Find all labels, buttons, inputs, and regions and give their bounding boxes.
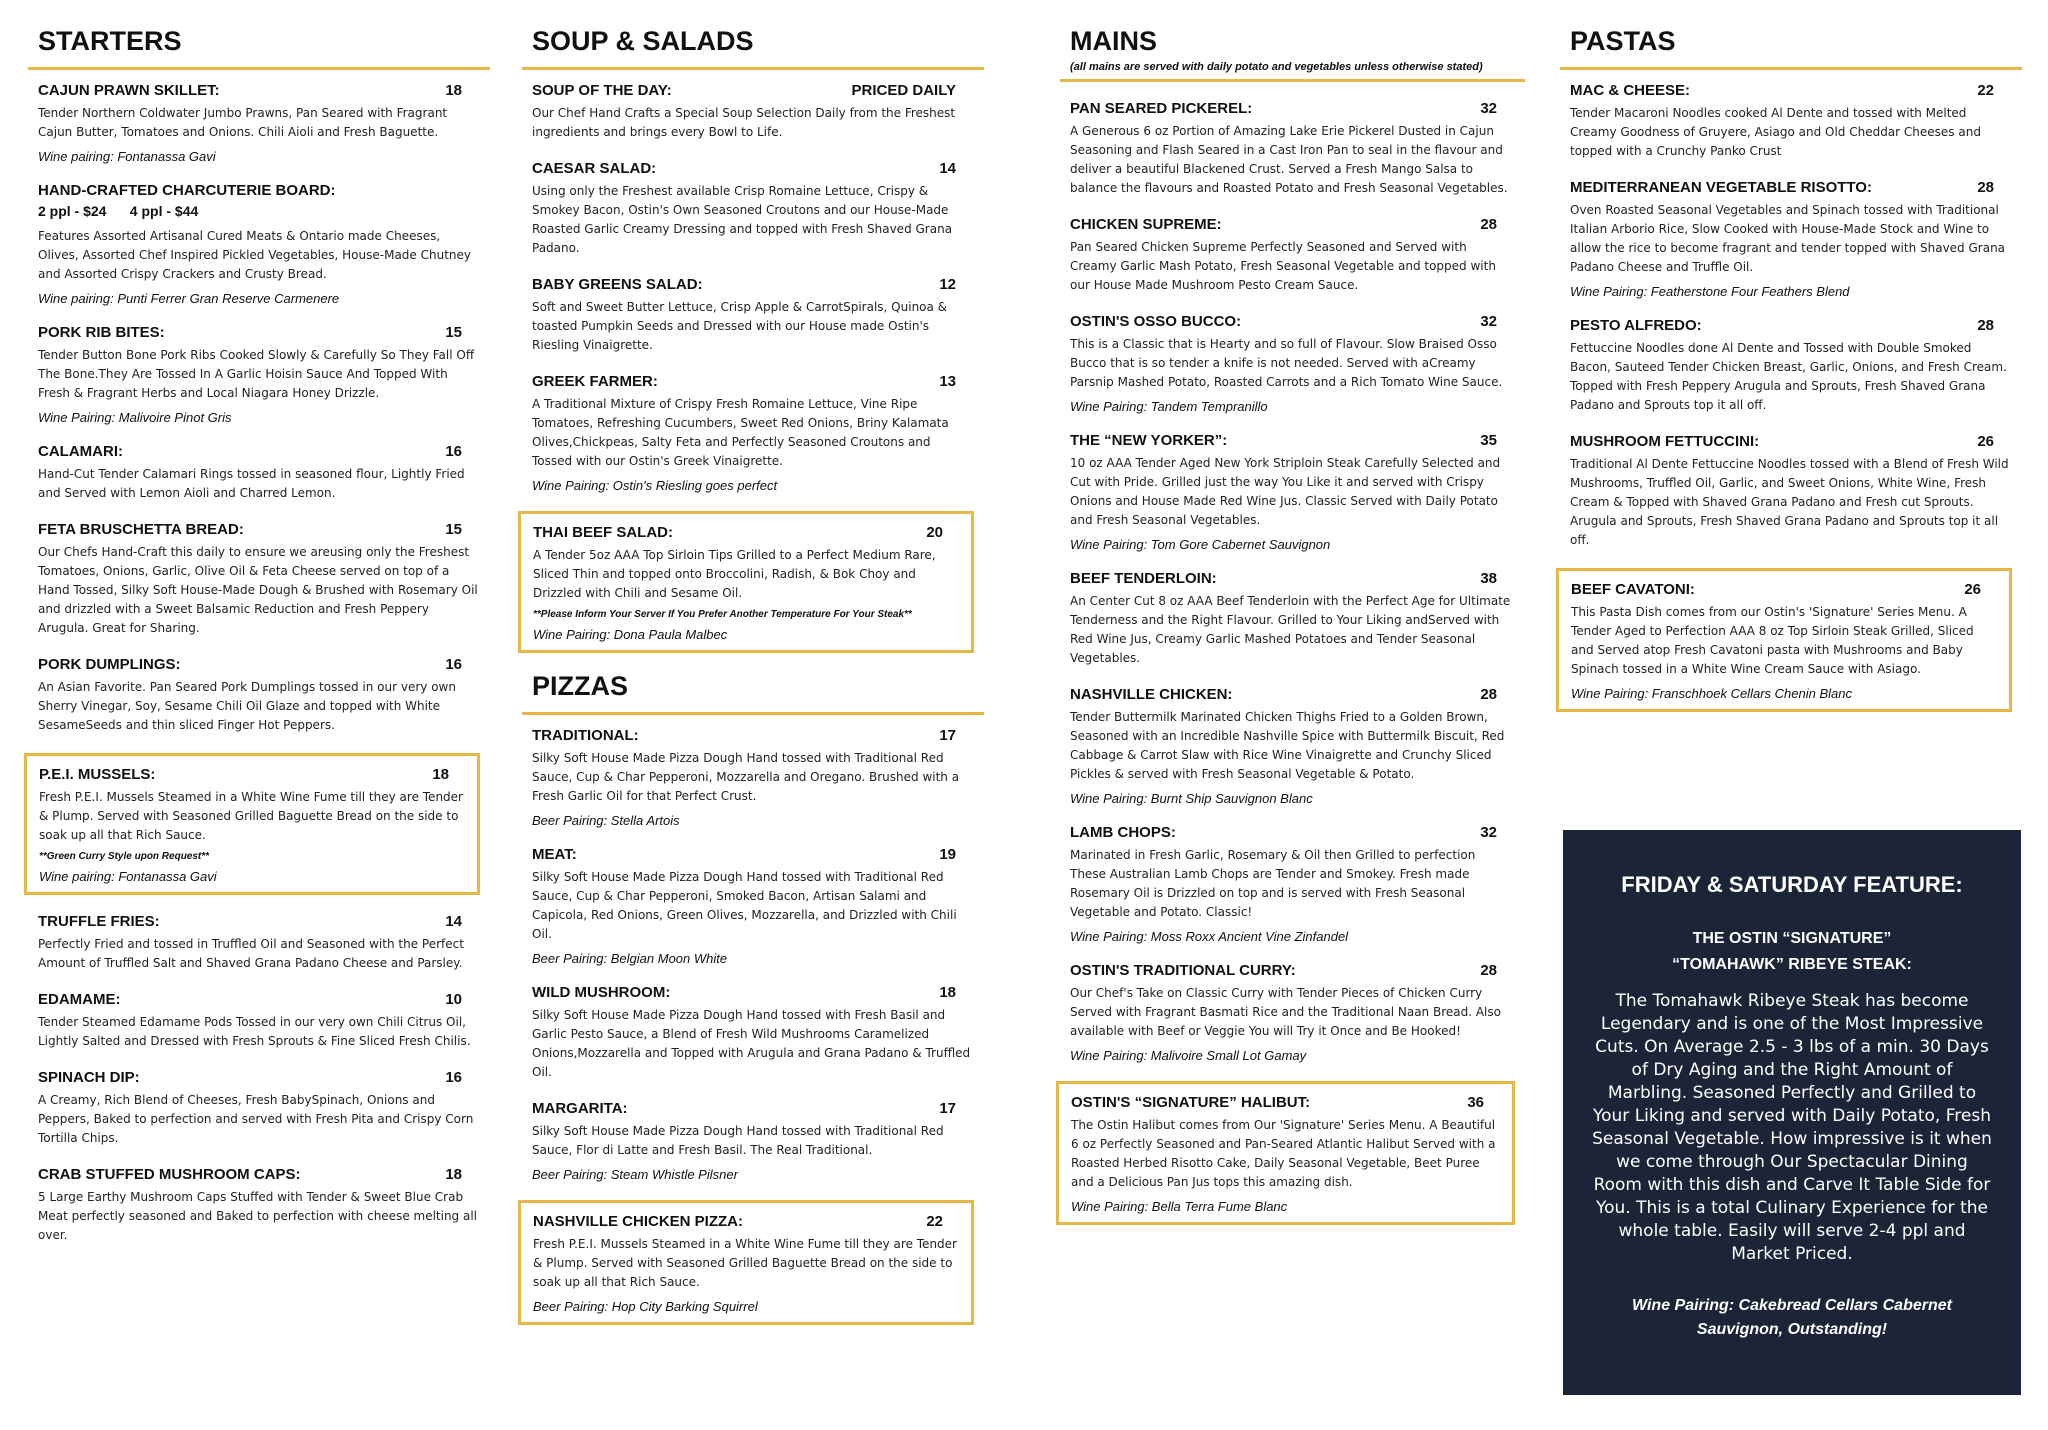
section-title-starters: STARTERS <box>28 26 490 70</box>
menu-item-header <box>1070 824 1515 841</box>
menu-item-header <box>38 182 480 199</box>
menu-item-description: Silky Soft House Made Pizza Dough Hand tossed with Traditional Red Sauce, Cup & Char Pepperoni, Smoked Bacon, Artisan Salami and Capicola, Red Onions, Green Olives, Mozzarella, and Drizzled with Chili Oil. <box>532 870 957 941</box>
menu-item <box>532 1100 974 1182</box>
menu-item-header <box>38 1069 480 1086</box>
menu-item-pairing: Wine Pairing: Franschhoek Cellars Chenin Blanc <box>1571 686 1852 701</box>
menu-item-name: HAND-CRAFTED CHARCUTERIE BOARD: <box>38 182 336 199</box>
menu-item-price: 12 <box>939 276 956 293</box>
menu-item <box>1070 570 1515 668</box>
menu-item-pairing: Wine Pairing: Moss Roxx Ancient Vine Zinfandel <box>1070 929 1349 944</box>
feature-description: The Tomahawk Ribeye Steak has become Legendary and is one of the Most Impressive Cuts. On Average 2.5 - 3 lbs of a min. 30 Days of Dry Aging and the Right Amount of Marbling. Seasoned Perfectly and Grilled to Your Liking and served with Daily Potato, Fresh Seasonal Vegetable. How impressive is it when we come through Our Spectacular Dining Room with this dish and Carve It Table Side for You. This is a total Culinary Experience for the whole table. Easily will serve 2-4 ppl and Market Priced. <box>1592 991 1992 1264</box>
menu-item <box>518 1200 974 1325</box>
menu-item-header <box>38 991 480 1008</box>
menu-item <box>1570 433 2012 550</box>
feature-title: FRIDAY & SATURDAY FEATURE: <box>1621 872 1963 897</box>
menu-item-header <box>38 913 480 930</box>
menu-item-header <box>532 160 974 177</box>
weekend-feature-box <box>1563 830 2021 1395</box>
menu-item <box>532 727 974 828</box>
menu-item-description: Our Chefs Hand-Craft this daily to ensure we areusing only the Freshest Tomatoes, Onions, Garlic, Olive Oil & Feta Cheese served on top of a Hand Tossed, Silky Soft House-Made Dough & Brushed with Rosemary Oil and drizzled with a Sweet Balsamic Reduction and Fresh Peppery Arugula. Great for Sharing. <box>38 545 478 635</box>
menu-item-header <box>532 373 974 390</box>
menu-item-description: An Center Cut 8 oz AAA Beef Tenderloin with the Perfect Age for Ultimate Tenderness and the Right Flavour. Grilled to Your Liking andServed with Red Wine Jus, Creamy Garlic Mashed Potatoes and Tender Seasonal Vegetables. <box>1070 594 1511 665</box>
menu-item-header <box>1070 570 1515 587</box>
menu-item <box>532 846 974 966</box>
menu-item <box>532 984 974 1082</box>
menu-item-prices: 2 ppl - $24 4 ppl - $44 <box>38 203 199 219</box>
section-title-pastas: PASTAS <box>1560 26 2022 70</box>
menu-list <box>522 715 984 1325</box>
menu-item-pairing: Wine Pairing: Malivoire Pinot Gris <box>38 410 232 425</box>
menu-item-header <box>1570 433 2012 450</box>
menu-item-name: BABY GREENS SALAD: <box>532 276 703 293</box>
menu-item-name: GREEK FARMER: <box>532 373 658 390</box>
menu-item-description: This Pasta Dish comes from our Ostin's 'Signature' Series Menu. A Tender Aged to Perfection AAA 8 oz Top Sirloin Steak Grilled, Sliced and Served atop Fresh Cavatoni pasta with Mushrooms and Baby Spinach tossed in a White Wine Cream Sauce with Asiago. <box>1571 605 1974 676</box>
menu-item-name: P.E.I. MUSSELS: <box>39 766 156 783</box>
mains-title-text: MAINS <box>1070 26 1157 56</box>
menu-item-description: A Generous 6 oz Portion of Amazing Lake Erie Pickerel Dusted in Cajun Seasoning and Flash Seared in a Cast Iron Pan to seal in the flavour and deliver a beautiful Blackened Crust. Served a Fresh Mango Salsa to balance the flavours and Roasted Potato and Fresh Seasonal Vegetables. <box>1070 124 1508 195</box>
menu-item-price: 32 <box>1480 100 1497 117</box>
menu-item-pairing: Wine pairing: Fontanassa Gavi <box>38 149 216 164</box>
menu-item-price: 26 <box>1977 433 1994 450</box>
starters-section <box>28 26 490 1263</box>
menu-item-price: 10 <box>445 991 462 1008</box>
menu-item-description: This is a Classic that is Hearty and so full of Flavour. Slow Braised Osso Bucco that is so tender a knife is not needed. Served with aCreamy Parsnip Mashed Potato, Roasted Carrots and a Rich Tomato Wine Sauce. <box>1070 337 1503 389</box>
menu-item-description: Fresh P.E.I. Mussels Steamed in a White Wine Fume till they are Tender & Plump. Served with Seasoned Grilled Baguette Bread on the side to soak up all that Rich Sauce. <box>39 790 463 842</box>
menu-item <box>1556 568 2012 712</box>
menu-item-pairing: Wine Pairing: Bella Terra Fume Blanc <box>1071 1199 1288 1214</box>
feature-subtitle-2: “TOMAHAWK” RIBEYE STEAK: <box>1672 956 1912 973</box>
menu-item-header <box>532 984 974 1001</box>
menu-item <box>1070 824 1515 944</box>
menu-item-header <box>533 524 961 541</box>
menu-item-name: MEDITERRANEAN VEGETABLE RISOTTO: <box>1570 179 1872 196</box>
menu-item-price: 18 <box>445 82 462 99</box>
menu-item-price: 28 <box>1480 216 1497 233</box>
menu-item <box>38 521 480 638</box>
menu-item <box>1070 686 1515 806</box>
menu-item <box>38 913 480 973</box>
menu-item-description: Features Assorted Artisanal Cured Meats & Ontario made Cheeses, Olives, Assorted Chef Inspired Pickled Vegetables, House-Made Chutney and Assorted Crispy Crackers and Crusty Bread. <box>38 229 472 281</box>
menu-item-pairing: Wine pairing: Fontanassa Gavi <box>39 869 217 884</box>
menu-item-name: NASHVILLE CHICKEN: <box>1070 686 1233 703</box>
menu-item-name: SPINACH DIP: <box>38 1069 140 1086</box>
menu-item-price: 22 <box>1977 82 1994 99</box>
menu-item-name: OSTIN'S TRADITIONAL CURRY: <box>1070 962 1296 979</box>
menu-item <box>532 276 974 355</box>
menu-item-header <box>1070 216 1515 233</box>
menu-item-header <box>532 727 974 744</box>
menu-item <box>38 182 480 306</box>
menu-item-pairing: Wine Pairing: Burnt Ship Sauvignon Blanc <box>1070 791 1313 806</box>
menu-item-pairing: Wine Pairing: Tom Gore Cabernet Sauvignon <box>1070 537 1331 552</box>
menu-item-price: 38 <box>1480 570 1497 587</box>
menu-item <box>24 753 480 895</box>
menu-item-name: BEEF CAVATONI: <box>1571 581 1695 598</box>
menu-item <box>1056 1081 1515 1225</box>
menu-item-price: 32 <box>1480 824 1497 841</box>
menu-item-name: EDAMAME: <box>38 991 121 1008</box>
menu-item-name: CAJUN PRAWN SKILLET: <box>38 82 220 99</box>
menu-item-description: Using only the Freshest available Crisp Romaine Lettuce, Crispy & Smokey Bacon, Ostin's Own Seasoned Croutons and our House-Made Roasted Garlic Creamy Dressing and topped with Fresh Shaved Grana Padano. <box>532 184 953 255</box>
menu-item-description: 5 Large Earthy Mushroom Caps Stuffed with Tender & Sweet Blue Crab Meat perfectly seasoned and Baked to perfection with cheese melting all over. <box>38 1190 478 1242</box>
menu-item-price: 28 <box>1977 317 1994 334</box>
menu-item <box>38 1166 480 1245</box>
menu-item-name: MEAT: <box>532 846 577 863</box>
menu-item-description: Perfectly Fried and tossed in Truffled Oil and Seasoned with the Perfect Amount of Truffled Salt and Shaved Grana Padano Cheese and Parsley. <box>38 937 464 970</box>
feature-subtitle-1: THE OSTIN “SIGNATURE” <box>1692 930 1892 947</box>
menu-item <box>1570 179 2012 299</box>
soups-section <box>522 26 984 1343</box>
menu-item-description: A Traditional Mixture of Crispy Fresh Romaine Lettuce, Vine Ripe Tomatoes, Refreshing Cucumbers, Sweet Red Onions, Briny Kalamata Olives,Chickpeas, Salty Feta and Perfectly Seasoned Croutons and Tossed with our Ostin's Greek Vinaigrette. <box>532 397 949 468</box>
menu-item-header <box>532 82 974 99</box>
menu-item-price: 16 <box>445 443 462 460</box>
menu-item-name: THE “NEW YORKER”: <box>1070 432 1228 449</box>
menu-item-price: 17 <box>939 1100 956 1117</box>
menu-item-price: 32 <box>1480 313 1497 330</box>
menu-item-pairing: Wine Pairing: Dona Paula Malbec <box>533 627 728 642</box>
section-title-pizzas: PIZZAS <box>522 671 984 715</box>
menu-item-price: 15 <box>445 521 462 538</box>
menu-item-description: 10 oz AAA Tender Aged New York Striploin Steak Carefully Selected and Cut with Pride. Grilled just the way You Like it and served with Crispy Onions and House Made Red Wine Jus. Classic Served with Daily Potato and Fresh Seasonal Vegetables. <box>1070 456 1501 527</box>
menu-item-description: An Asian Favorite. Pan Seared Pork Dumplings tossed in our very own Sherry Vinegar, Soy, Sesame Chili Oil Glaze and topped with White SesameSeeds and thin sliced Finger Hot Peppers. <box>38 680 456 732</box>
menu-item-header <box>38 82 480 99</box>
menu-item-pairing: Wine Pairing: Ostin's Riesling goes perfect <box>532 478 778 493</box>
menu-item <box>1070 100 1515 198</box>
menu-item-description: Silky Soft House Made Pizza Dough Hand tossed with Fresh Basil and Garlic Pesto Sauce, a Blend of Fresh Wild Mushrooms Caramelized Onions,Mozzarella and Topped with Arugula and Grana Padano & Truffled Oil. <box>532 1008 971 1079</box>
menu-item-price: 28 <box>1480 962 1497 979</box>
menu-item-header <box>1070 100 1515 117</box>
menu-item-header <box>39 766 467 783</box>
menu-item-header <box>533 1213 961 1230</box>
menu-item-name: BEEF TENDERLOIN: <box>1070 570 1217 587</box>
menu-item-name: TRUFFLE FRIES: <box>38 913 160 930</box>
menu-item-description: Tender Northern Coldwater Jumbo Prawns, Pan Seared with Fragrant Cajun Butter, Tomatoes and Onions. Chili Aioli and Fresh Baguette. <box>38 106 448 139</box>
menu-item-header <box>1570 317 2012 334</box>
menu-item-price: 16 <box>445 656 462 673</box>
menu-item-name: PESTO ALFREDO: <box>1570 317 1702 334</box>
menu-item-price: 28 <box>1977 179 1994 196</box>
menu-item-name: CRAB STUFFED MUSHROOM CAPS: <box>38 1166 301 1183</box>
menu-item-description: A Tender 5oz AAA Top Sirloin Tips Grilled to a Perfect Medium Rare, Sliced Thin and topped onto Broccolini, Radish, & Bok Choy and Drizzled with Chili and Sesame Oil. <box>533 548 936 600</box>
menu-item-description: A Creamy, Rich Blend of Cheeses, Fresh BabySpinach, Onions and Peppers, Baked to perfection and served with Fresh Pita and Crispy Corn Tortilla Chips. <box>38 1093 474 1145</box>
menu-item-price: 22 <box>926 1213 943 1230</box>
menu-item <box>1070 216 1515 295</box>
menu-item-header <box>532 1100 974 1117</box>
menu-item-note: **Please Inform Your Server If You Prefer Another Temperature For Your Steak** <box>533 609 912 620</box>
menu-item-header <box>38 1166 480 1183</box>
menu-item-pairing: Beer Pairing: Steam Whistle Pilsner <box>532 1167 738 1182</box>
feature-pairing: Wine Pairing: Cakebread Cellars Cabernet Sauvignon, Outstanding! <box>1632 1297 1952 1338</box>
menu-item-description: Our Chef's Take on Classic Curry with Tender Pieces of Chicken Curry Served with Fragrant Basmati Rice and the Traditional Naan Bread. Also available with Beef or Veggie You will Try it Once and Be Hooked! <box>1070 986 1501 1038</box>
menu-item-price: 13 <box>939 373 956 390</box>
menu-item-description: Fettuccine Noodles done Al Dente and Tossed with Double Smoked Bacon, Sauteed Tender Chicken Breast, Garlic, Onions, and Fresh Cream. Topped with Fresh Peppery Arugula and Sprouts, Fresh Shaved Grana Padano and Sprouts top it all off. <box>1570 341 2007 412</box>
menu-item-description: Pan Seared Chicken Supreme Perfectly Seasoned and Served with Creamy Garlic Mash Potato, Fresh Seasonal Vegetable and topped with our House Made Mushroom Pesto Cream Sauce. <box>1070 240 1496 292</box>
menu-item-header <box>1071 1094 1502 1111</box>
menu-item <box>38 82 480 164</box>
menu-item-description: Tender Steamed Edamame Pods Tossed in our very own Chili Citrus Oil, Lightly Salted and Dressed with Fresh Sprouts & Fine Sliced Fresh Chilis. <box>38 1015 471 1048</box>
menu-item-pairing: Beer Pairing: Belgian Moon White <box>532 951 728 966</box>
menu-item-name: WILD MUSHROOM: <box>532 984 671 1001</box>
menu-item-name: CAESAR SALAD: <box>532 160 657 177</box>
menu-item-name: CALAMARI: <box>38 443 123 460</box>
menu-item <box>38 1069 480 1148</box>
menu-item <box>1070 313 1515 414</box>
menu-item-header <box>1570 179 2012 196</box>
menu-item-header <box>1571 581 1999 598</box>
menu-item <box>38 656 480 735</box>
menu-item-description: The Ostin Halibut comes from Our 'Signature' Series Menu. A Beautiful 6 oz Perfectly Seasoned and Pan-Seared Atlantic Halibut Served with a Roasted Herbed Risotto Cake, Daily Seasonal Vegetable, Beet Puree and a Delicious Pan Jus tops this amazing dish. <box>1071 1118 1496 1189</box>
menu-item-name: PORK RIB BITES: <box>38 324 165 341</box>
menu-item-name: MARGARITA: <box>532 1100 628 1117</box>
menu-item-price: 16 <box>445 1069 462 1086</box>
section-title-mains <box>1060 26 1525 82</box>
menu-item-name: SOUP OF THE DAY: <box>532 82 672 99</box>
menu-item-name: PORK DUMPLINGS: <box>38 656 181 673</box>
menu-item-description: Fresh P.E.I. Mussels Steamed in a White Wine Fume till they are Tender & Plump. Served with Seasoned Grilled Baguette Bread on the side to soak up all that Rich Sauce. <box>533 1237 957 1289</box>
menu-item-pairing: Wine Pairing: Malivoire Small Lot Gamay <box>1070 1048 1307 1063</box>
menu-item <box>38 991 480 1051</box>
pastas-section <box>1560 26 2022 730</box>
menu-item-price: 26 <box>1964 581 1981 598</box>
menu-item <box>1070 962 1515 1063</box>
menu-item-description: Tender Macaroni Noodles cooked Al Dente and tossed with Melted Creamy Goodness of Gruyere, Asiago and Old Cheddar Cheeses and topped with a Crunchy Panko Crust <box>1570 106 1981 158</box>
menu-item-description: Marinated in Fresh Garlic, Rosemary & Oil then Grilled to perfection These Australian Lamb Chops are Tender and Smokey. Fresh made Rosemary Oil is Drizzled on top and is served with Fresh Seasonal Vegetable and Potato. Classic! <box>1070 848 1476 919</box>
menu-item-name: CHICKEN SUPREME: <box>1070 216 1222 233</box>
menu-item-header <box>532 276 974 293</box>
menu-item-name: PAN SEARED PICKEREL: <box>1070 100 1253 117</box>
menu-item-header <box>38 443 480 460</box>
menu-item <box>38 443 480 503</box>
menu-item-price: 28 <box>1480 686 1497 703</box>
menu-item-name: LAMB CHOPS: <box>1070 824 1176 841</box>
menu-item <box>518 511 974 653</box>
menu-list <box>1060 82 1525 1225</box>
menu-item-price: 35 <box>1480 432 1497 449</box>
menu-item-header <box>1070 686 1515 703</box>
menu-item-price: 17 <box>939 727 956 744</box>
menu-item-price: 18 <box>432 766 449 783</box>
menu-item-pairing: Beer Pairing: Hop City Barking Squirrel <box>533 1299 758 1314</box>
menu-item-header <box>1070 432 1515 449</box>
menu-item-header <box>38 324 480 341</box>
menu-item-pairing: Wine pairing: Punti Ferrer Gran Reserve Carmenere <box>38 291 340 306</box>
menu-item-header <box>38 521 480 538</box>
menu-item-name: TRADITIONAL: <box>532 727 639 744</box>
menu-list <box>1560 70 2022 712</box>
menu-item-header <box>1070 962 1515 979</box>
menu-item-description: Traditional Al Dente Fettuccine Noodles tossed with a Blend of Fresh Wild Mushrooms, Truffled Oil, Garlic, and Sweet Onions, White Wine, Fresh Cream & Topped with Shaved Grana Padano and Fresh cut Sprouts. Arugula and Sprouts, Fresh Shaved Grana Padano and Sprouts top it all off. <box>1570 457 2009 547</box>
menu-item-price: 36 <box>1467 1094 1484 1111</box>
menu-item-name: FETA BRUSCHETTA BREAD: <box>38 521 244 538</box>
menu-item-pairing: Beer Pairing: Stella Artois <box>532 813 680 828</box>
menu-item <box>532 82 974 142</box>
menu-item-note: **Green Curry Style upon Request** <box>39 851 210 862</box>
mains-section <box>1060 26 1525 1243</box>
menu-item-name: MUSHROOM FETTUCCINI: <box>1570 433 1760 450</box>
menu-item-description: Soft and Sweet Butter Lettuce, Crisp Apple & CarrotSpirals, Quinoa & toasted Pumpkin Seeds and Dressed with our House made Ostin's Riesling Vinaigrette. <box>532 300 948 352</box>
menu-item-price: 20 <box>926 524 943 541</box>
menu-item <box>1070 432 1515 552</box>
menu-item <box>532 160 974 258</box>
menu-item-price: PRICED DAILY <box>851 82 956 99</box>
menu-item-price: 19 <box>939 846 956 863</box>
menu-item-price: 15 <box>445 324 462 341</box>
menu-item-header <box>38 656 480 673</box>
menu-item-description: Tender Button Bone Pork Ribs Cooked Slowly & Carefully So They Fall Off The Bone.They Are Tossed In A Garlic Hoisin Sauce And Topped With Fresh & Fragrant Herbs and Local Niagara Honey Drizzle. <box>38 348 475 400</box>
menu-item-description: Tender Buttermilk Marinated Chicken Thighs Fried to a Golden Brown, Seasoned with an Incredible Nashville Spice with Buttermilk Biscuit, Red Cabbage & Carrot Slaw with Rice Wine Vinaigrette and Crunchy Sliced Pickles & served with Fresh Seasonal Vegetable & Potato. <box>1070 710 1505 781</box>
mains-subtitle: (all mains are served with daily potato and vegetables unless otherwise stated) <box>1070 61 1483 73</box>
menu-item-pairing: Wine Pairing: Featherstone Four Feathers Blend <box>1570 284 1850 299</box>
menu-item <box>1570 82 2012 161</box>
menu-item-price: 14 <box>445 913 462 930</box>
menu-list <box>28 70 490 1245</box>
menu-item-pairing: Wine Pairing: Tandem Tempranillo <box>1070 399 1268 414</box>
menu-item-description: Our Chef Hand Crafts a Special Soup Selection Daily from the Freshest ingredients and brings every Bowl to Life. <box>532 106 956 139</box>
menu-item-description: Silky Soft House Made Pizza Dough Hand tossed with Traditional Red Sauce, Flor di Latte and Fresh Basil. The Real Traditional. <box>532 1124 944 1157</box>
menu-item-name: NASHVILLE CHICKEN PIZZA: <box>533 1213 743 1230</box>
menu-item-header <box>532 846 974 863</box>
section-title-soups: SOUP & SALADS <box>522 26 984 70</box>
menu-item <box>38 324 480 425</box>
menu-item-name: MAC & CHEESE: <box>1570 82 1691 99</box>
menu-item-header <box>1570 82 2012 99</box>
menu-item-header <box>1070 313 1515 330</box>
menu-item <box>1570 317 2012 415</box>
menu-list <box>522 70 984 653</box>
menu-item <box>532 373 974 493</box>
menu-item-price: 18 <box>939 984 956 1001</box>
menu-item-price: 14 <box>939 160 956 177</box>
menu-item-description: Oven Roasted Seasonal Vegetables and Spinach tossed with Traditional Italian Arborio Rice, Slow Cooked with House-Made Stock and Wine to allow the rice to become fragrant and tender topped with Shaved Grana Padano Cheese and Truffle Oil. <box>1570 203 2006 274</box>
menu-item-description: Hand-Cut Tender Calamari Rings tossed in seasoned flour, Lightly Fried and Served with Lemon Aioli and Charred Lemon. <box>38 467 465 500</box>
menu-item-price: 18 <box>445 1166 462 1183</box>
menu-item-name: OSTIN'S “SIGNATURE” HALIBUT: <box>1071 1094 1311 1111</box>
menu-item-name: OSTIN'S OSSO BUCCO: <box>1070 313 1242 330</box>
menu-item-description: Silky Soft House Made Pizza Dough Hand tossed with Traditional Red Sauce, Cup & Char Pepperoni, Mozzarella and Oregano. Brushed with a Fresh Garlic Oil for that Perfect Crust. <box>532 751 960 803</box>
menu-item-name: THAI BEEF SALAD: <box>533 524 673 541</box>
